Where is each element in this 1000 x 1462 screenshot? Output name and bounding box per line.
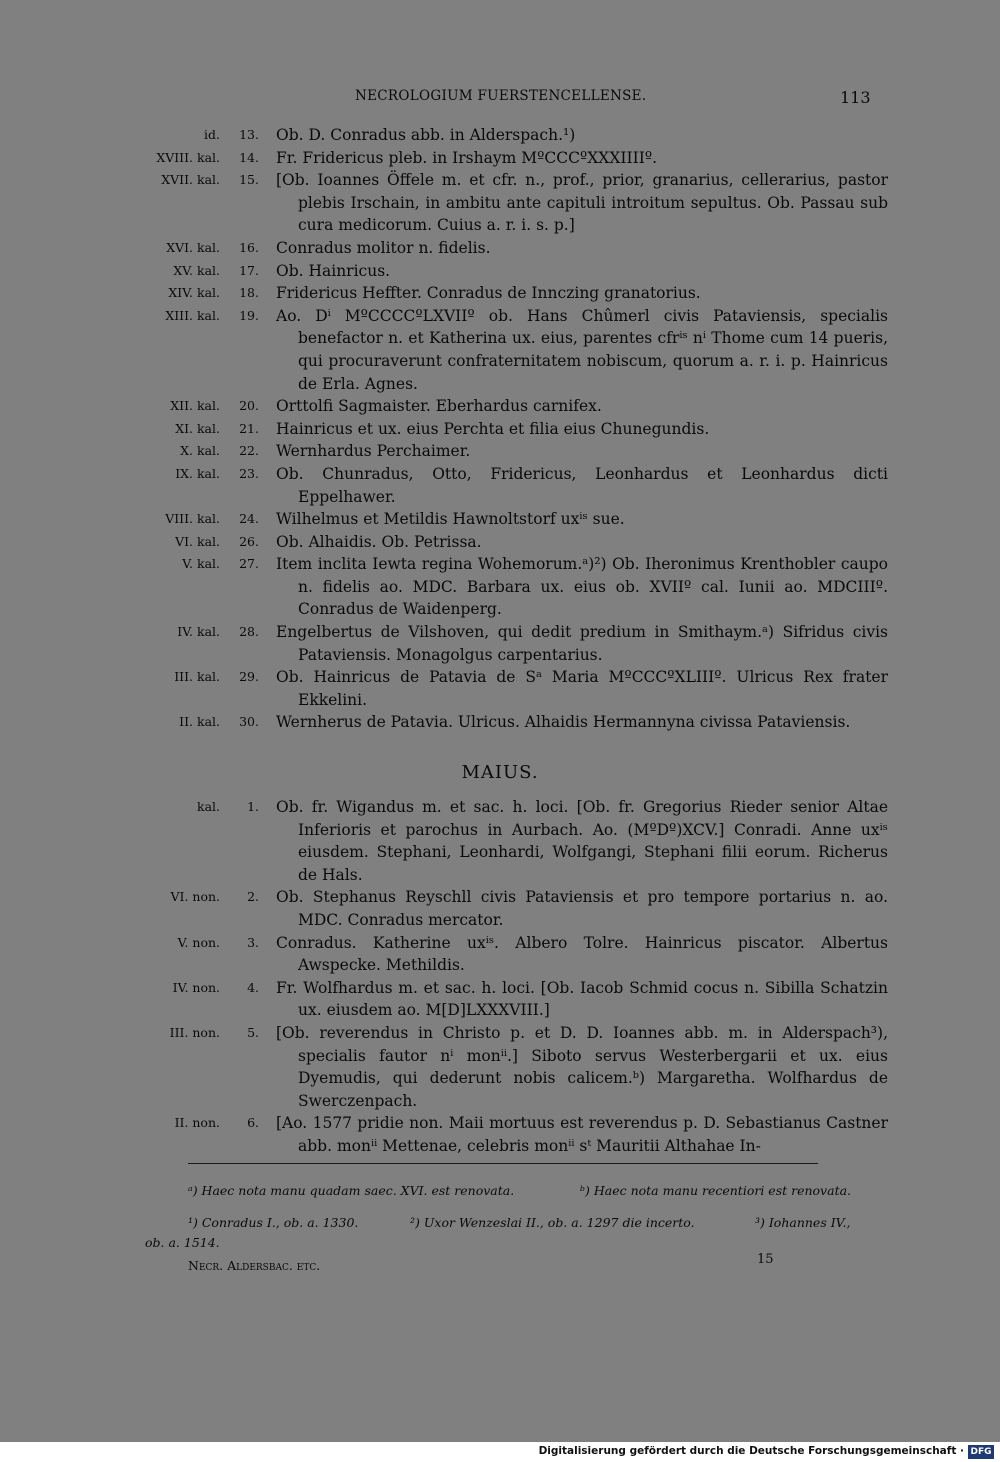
entry-day: XIII. kal. xyxy=(165,307,220,323)
maius-entries xyxy=(0,796,1000,1158)
entry-day: id. xyxy=(204,127,220,142)
entry-text: Fridericus Heffter. Conradus de Innczing granatorius. xyxy=(276,284,701,303)
entry-text: [Ob. reverendus in Christo p. et D. D. Ioannes abb. m. in Alderspach³), specialis fautor nⁱ monⁱⁱ.] Siboto servus Westerbergarii et ux. eius Dyemudis, qui dederunt nobis calicem.ᵇ) Margaretha. Wolfhardus de Swerczenpach. xyxy=(276,1023,888,1110)
entry-day: XII. kal. xyxy=(170,398,220,414)
entry-number: 17. xyxy=(239,262,259,278)
footnote-rule xyxy=(188,1163,818,1164)
entry-number: 6. xyxy=(247,1115,259,1131)
entry-text: Ob. Hainricus de Patavia de Sᵃ Maria MºCCCºXLIIIº. Ulricus Rex frater Ekkelini. xyxy=(276,668,888,709)
list-item xyxy=(0,553,1000,621)
list-item xyxy=(0,418,1000,441)
entry-text: [Ao. 1577 pridie non. Maii mortuus est reverendus p. D. Sebastianus Castner abb. monⁱⁱ Mettenae, celebris monⁱⁱ sᵗ Mauritii Althahae In- xyxy=(276,1114,888,1155)
entry-day: X. kal. xyxy=(180,443,220,459)
entry-number: 14. xyxy=(239,149,259,165)
list-item xyxy=(0,463,1000,508)
entry-day: kal. xyxy=(197,799,220,814)
list-item xyxy=(0,147,1000,170)
list-item xyxy=(0,169,1000,237)
sheet-number: 15 xyxy=(757,1252,774,1267)
entry-number: 18. xyxy=(239,285,259,301)
list-item xyxy=(0,440,1000,463)
entry-number: 27. xyxy=(239,556,259,572)
entry-text: Wernhardus Perchaimer. xyxy=(276,442,471,461)
page-header xyxy=(0,86,1000,110)
list-item xyxy=(0,531,1000,554)
list-item xyxy=(0,282,1000,305)
footnote-1: ¹) Conradus I., ob. a. 1330. xyxy=(188,1215,359,1230)
entry-day: VIII. kal. xyxy=(165,511,220,527)
entry-text: [Ob. Ioannes Öffele m. et cfr. n., prof., prior, granarius, cellerarius, pastor plebis Irschain, in ambitu ante capituli introitum sepultus. Ob. Passau sub cura medicorum. Cuius a. r. i. s. p.] xyxy=(276,171,888,235)
entry-number: 2. xyxy=(247,889,259,905)
entry-text: Ao. Dⁱ MºCCCCºLXVIIº ob. Hans Chûmerl civis Pataviensis, specialis benefactor n. et Katherina ux. eius, parentes cfrⁱˢ nⁱ Thome cum 14 pueris, qui procuraverunt confraternitatem nobiscum, quorum a. r. i. p. Hainricus de Erla. Agnes. xyxy=(276,306,888,393)
list-item xyxy=(0,237,1000,260)
list-item xyxy=(0,932,1000,977)
credit-text: Digitalisierung gefördert durch die Deutsche Forschungsgemeinschaft · xyxy=(538,1445,964,1457)
entry-number: 28. xyxy=(239,624,259,640)
entry-text: Conradus molitor n. fidelis. xyxy=(276,238,491,257)
list-item xyxy=(0,666,1000,711)
entry-day: II. kal. xyxy=(179,714,220,730)
entry-text: Engelbertus de Vilshoven, qui dedit predium in Smithaym.ᵃ) Sifridus civis Pataviensis. Monagolgus carpentarius. xyxy=(276,623,888,664)
list-item xyxy=(0,1112,1000,1157)
entry-day: III. non. xyxy=(169,1024,220,1040)
aprilis-entries xyxy=(0,124,1000,734)
entry-text: Fr. Fridericus pleb. in Irshaym MºCCCºXXXIIIIº. xyxy=(276,148,658,167)
entry-day: XI. kal. xyxy=(175,420,220,436)
entry-day: XV. kal. xyxy=(173,262,220,278)
entry-number: 26. xyxy=(239,533,259,549)
entry-text: Conradus. Katherine uxⁱˢ. Albero Tolre. Hainricus piscator. Albertus Awspecke. Methildis. xyxy=(276,933,888,975)
footnote-a: ᵃ) Haec nota manu quadam saec. XVI. est renovata. xyxy=(188,1183,515,1198)
entry-number: 4. xyxy=(247,979,259,995)
entry-text: Ob. D. Conradus abb. in Alderspach.¹) xyxy=(276,126,576,144)
entry-day: XVI. kal. xyxy=(166,239,220,255)
entry-day: III. kal. xyxy=(174,669,220,685)
entry-number: 3. xyxy=(247,934,259,950)
running-title: NECROLOGIUM FUERSTENCELLENSE. xyxy=(355,88,647,104)
entry-number: 29. xyxy=(239,669,259,685)
page-number: 113 xyxy=(840,88,871,107)
entry-text: Item inclita Iewta regina Wohemorum.ᵃ)²) Ob. Iheronimus Krenthobler caupo n. fidelis ao. MDC. Barbara ux. eius ob. XVIIº cal. Iunii ao. MDCIIIº. Conradus de Waidenperg. xyxy=(276,555,888,619)
entry-number: 5. xyxy=(247,1024,259,1040)
entry-text: Fr. Wolfhardus m. et sac. h. loci. [Ob. Iacob Schmid cocus n. Sibilla Schatzin ux. eiusdem ao. M[D]LXXXVIII.] xyxy=(276,978,888,1020)
signature-mark: Necr. Aldersbac. etc. xyxy=(188,1258,321,1273)
list-item xyxy=(0,260,1000,283)
list-item xyxy=(0,977,1000,1022)
entry-day: V. non. xyxy=(177,934,220,950)
entry-number: 1. xyxy=(247,799,259,814)
entry-number: 22. xyxy=(239,443,259,459)
list-item xyxy=(0,124,1000,147)
section-title: MAIUS. xyxy=(461,762,539,783)
entry-day: IV. non. xyxy=(172,979,220,995)
list-item xyxy=(0,1022,1000,1112)
entry-number: 15. xyxy=(239,172,259,188)
entry-text: Ob. Chunradus, Otto, Fridericus, Leonhardus et Leonhardus dicti Eppelhawer. xyxy=(276,464,888,506)
entry-number: 21. xyxy=(239,420,259,436)
entry-day: IV. kal. xyxy=(177,624,220,640)
entry-day: VI. kal. xyxy=(175,533,220,549)
entry-day: XVIII. kal. xyxy=(156,149,220,165)
footnote-2: ²) Uxor Wenzeslai II., ob. a. 1297 die incerto. xyxy=(410,1215,695,1230)
list-item xyxy=(0,796,1000,886)
entry-number: 19. xyxy=(239,307,259,323)
entry-text: Orttolfi Sagmaister. Eberhardus carnifex. xyxy=(276,397,602,416)
entry-number: 30. xyxy=(239,714,259,730)
list-item xyxy=(0,395,1000,418)
entry-day: VI. non. xyxy=(170,889,220,905)
entry-text: Ob. Hainricus. xyxy=(276,261,391,280)
entry-text: Wernherus de Patavia. Ulricus. Alhaidis Hermannyna civissa Pataviensis. xyxy=(276,713,851,732)
entry-number: 24. xyxy=(239,511,259,527)
entry-day: XIV. kal. xyxy=(168,285,220,301)
entry-text: Ob. Alhaidis. Ob. Petrissa. xyxy=(276,532,482,551)
footnote-3: ³) Iohannes IV., xyxy=(755,1215,851,1230)
list-item xyxy=(0,305,1000,395)
entry-number: 16. xyxy=(239,239,259,255)
entry-text: Ob. fr. Wigandus m. et sac. h. loci. [Ob. fr. Gregorius Rieder senior Altae Inferioris et parochus in Aurbach. Ao. (MºDº)XCV.] Conradi. Anne uxⁱˢ eiusdem. Stephani, Leonhardi, Wolfgangi, Stephani filii eorum. Richerus de Hals. xyxy=(276,798,888,884)
list-item xyxy=(0,886,1000,931)
entry-text: Wilhelmus et Metildis Hawnoltstorf uxⁱˢ sue. xyxy=(276,510,625,529)
credit-bar xyxy=(0,1442,1000,1462)
entry-text: Hainricus et ux. eius Perchta et filia eius Chunegundis. xyxy=(276,419,710,438)
list-item xyxy=(0,711,1000,734)
dfg-logo-icon: DFG xyxy=(968,1445,994,1459)
entry-number: 20. xyxy=(239,398,259,414)
entry-text: Ob. Stephanus Reyschll civis Pataviensis et pro tempore portarius n. ao. MDC. Conradus mercator. xyxy=(276,888,888,929)
entry-day: II. non. xyxy=(174,1115,220,1131)
list-item xyxy=(0,621,1000,666)
entry-day: XVII. kal. xyxy=(161,172,220,188)
entry-number: 13. xyxy=(239,127,259,142)
footnote-3-continued: ob. a. 1514. xyxy=(145,1235,220,1250)
entry-day: IX. kal. xyxy=(175,465,220,481)
entry-number: 23. xyxy=(239,465,259,481)
entry-day: V. kal. xyxy=(182,556,220,572)
list-item xyxy=(0,508,1000,531)
footnote-b: ᵇ) Haec nota manu recentiori est renovata. xyxy=(580,1183,852,1198)
